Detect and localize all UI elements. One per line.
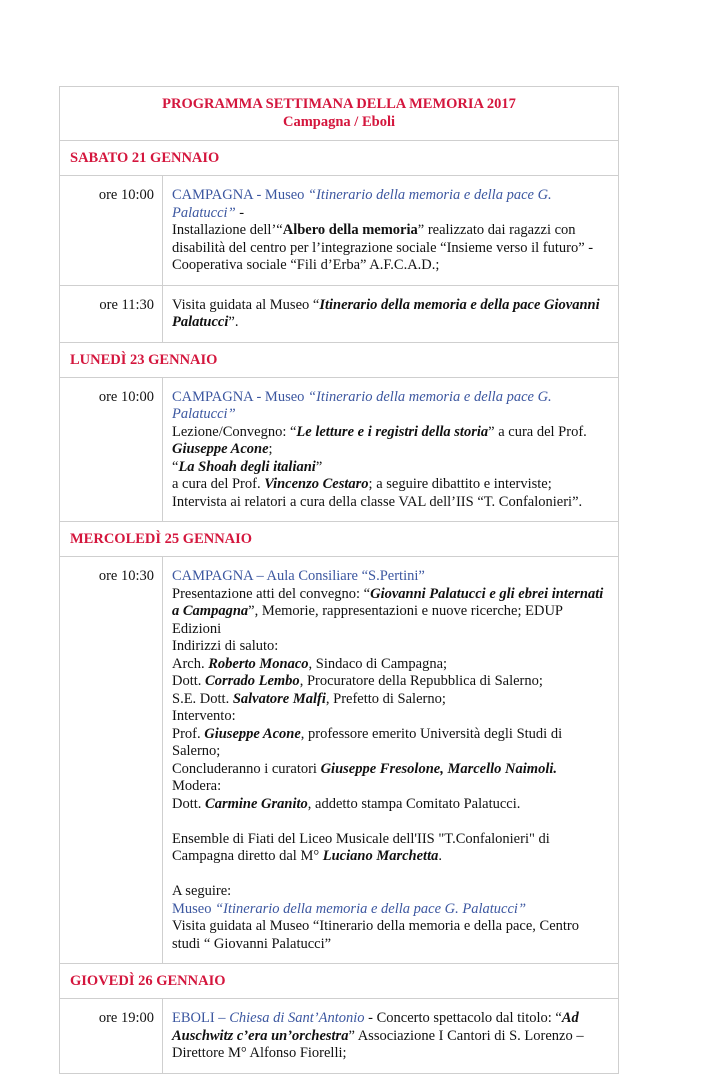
section-label: Modera:	[172, 778, 222, 794]
text-fragment: , Procuratore della Repubblica di Salerno;	[299, 673, 543, 689]
day-heading-lunedi: LUNEDÌ 23 GENNAIO	[60, 342, 618, 377]
event-time: ore 19:00	[60, 999, 163, 1073]
event-row	[60, 175, 618, 285]
section-label: A seguire:	[172, 883, 232, 899]
event-highlight: Itinerario della memoria e della pace Giovanni Palatucci	[172, 296, 600, 330]
event-location: CAMPAGNA - Museo	[172, 388, 309, 405]
day-heading-giovedi: GIOVEDÌ 26 GENNAIO	[60, 963, 618, 998]
text-fragment: Arch.	[172, 655, 209, 672]
text-fragment: Visita guidata al Museo “	[172, 296, 320, 313]
text-fragment: Presentazione atti del convegno: “	[172, 585, 371, 602]
text-fragment: Lezione/Convegno: “	[172, 423, 297, 440]
event-highlight: Giovanni Palatucci e gli ebrei internati a Campagna	[172, 585, 604, 619]
event-description	[163, 999, 618, 1073]
text-fragment: ” Associazione I Cantori di S. Lorenzo – Direttore M° Alfonso Fiorelli;	[172, 1027, 584, 1061]
separator-text: -	[235, 204, 245, 221]
event-description	[163, 286, 618, 342]
text-fragment: , Sindaco di Campagna;	[308, 655, 448, 672]
text-fragment: ” realizzato dai ragazzi con disabilità del centro per l’integrazione sociale “Insieme verso il futuro” - Cooperativa sociale “Fili d’Erba” A.F.C.A.D.;	[172, 222, 594, 273]
text-fragment: Ensemble di Fiati del Liceo Musicale dell'IIS "T.Confalonieri" di Campagna diretto dal M°	[172, 830, 550, 864]
text-fragment: Installazione dell’“	[172, 222, 283, 238]
speaker-name: Vincenzo Cestaro	[264, 476, 369, 492]
event-description	[163, 176, 618, 285]
event-highlight: Albero della memoria	[282, 222, 418, 238]
text-fragment: Prof.	[172, 725, 205, 742]
spacer	[172, 866, 610, 884]
museum-title: “Itinerario della memoria e della pace G. Palatucci”	[172, 388, 552, 422]
event-row	[60, 285, 618, 342]
speaker-name: Giuseppe Acone	[204, 725, 301, 742]
event-time: ore 10:00	[60, 176, 163, 285]
event-time: ore 11:30	[60, 286, 163, 342]
speaker-name: Corrado Lembo	[205, 673, 300, 689]
text-fragment: ”, Memorie, rappresentazioni e nuove ricerche; EDUP Edizioni	[172, 603, 563, 637]
program-title: PROGRAMMA SETTIMANA DELLA MEMORIA 2017	[162, 96, 516, 112]
venue-name: Chiesa di Sant’Antonio	[229, 1010, 365, 1026]
spacer	[172, 813, 610, 831]
speaker-name: Luciano Marchetta	[322, 848, 439, 864]
text-fragment: Concluderanno i curatori	[172, 760, 321, 777]
event-description	[163, 557, 618, 963]
program-header	[60, 87, 618, 140]
text-fragment: Dott.	[172, 795, 206, 812]
text-fragment: ” a cura del Prof.	[488, 423, 587, 440]
museum-title: “Itinerario della memoria e della pace G. Palatucci”	[172, 187, 552, 221]
text-fragment: a cura del Prof.	[172, 476, 265, 492]
speaker-name: Giuseppe Acone	[172, 441, 269, 457]
text-fragment: , Prefetto di Salerno;	[325, 690, 446, 707]
text-fragment: Visita guidata al Museo “Itinerario della memoria e della pace, Centro studi “ Giovanni Palatucci”	[172, 918, 579, 952]
speaker-name: Salvatore Malfi	[232, 690, 326, 707]
event-highlight: La Shoah degli italiani	[178, 458, 316, 475]
text-fragment: , addetto stampa Comitato Palatucci.	[307, 795, 521, 812]
section-label: Indirizzi di saluto:	[172, 638, 279, 654]
text-fragment: S.E. Dott.	[172, 690, 233, 707]
section-label: Intervento:	[172, 708, 236, 724]
speaker-name: Carmine Granito	[205, 795, 308, 812]
event-row	[60, 377, 618, 522]
event-time: ore 10:30	[60, 557, 163, 963]
event-highlight: Ad Auschwitz c’era un’orchestra	[172, 1010, 579, 1044]
event-location: CAMPAGNA - Museo	[172, 187, 309, 203]
text-fragment: ”.	[228, 314, 239, 330]
text-fragment: ;	[268, 441, 273, 457]
text-fragment: - Concerto spettacolo dal titolo: “	[364, 1010, 562, 1026]
text-fragment: “	[172, 458, 179, 475]
event-row	[60, 998, 618, 1073]
text-fragment: ”	[315, 458, 323, 475]
event-description	[163, 378, 618, 522]
program-subtitle: Campagna / Eboli	[283, 114, 395, 130]
day-heading-mercoledi: MERCOLEDÌ 25 GENNAIO	[60, 521, 618, 556]
speaker-name: Giuseppe Fresolone, Marcello Naimoli.	[320, 760, 558, 777]
event-location: CAMPAGNA – Aula Consiliare “S.Pertini”	[172, 568, 425, 584]
event-location: EBOLI –	[172, 1010, 230, 1026]
text-fragment: .	[438, 848, 442, 864]
event-highlight: Le letture e i registri della storia	[296, 423, 489, 440]
text-fragment: Dott.	[172, 673, 206, 689]
museum-title: “Itinerario della memoria e della pace G. Palatucci”	[215, 900, 527, 917]
text-fragment: ; a seguire dibattito e interviste; Intervista ai relatori a cura della classe VAL dell’IIS “T. Confalonieri”.	[172, 476, 583, 510]
day-heading-sabato: SABATO 21 GENNAIO	[60, 140, 618, 175]
text-fragment: , professore emerito Università degli Studi di Salerno;	[172, 725, 563, 759]
event-row	[60, 556, 618, 963]
event-location: Museo	[172, 900, 216, 917]
program-table	[59, 86, 619, 1074]
event-time: ore 10:00	[60, 378, 163, 522]
speaker-name: Roberto Monaco	[208, 655, 309, 672]
